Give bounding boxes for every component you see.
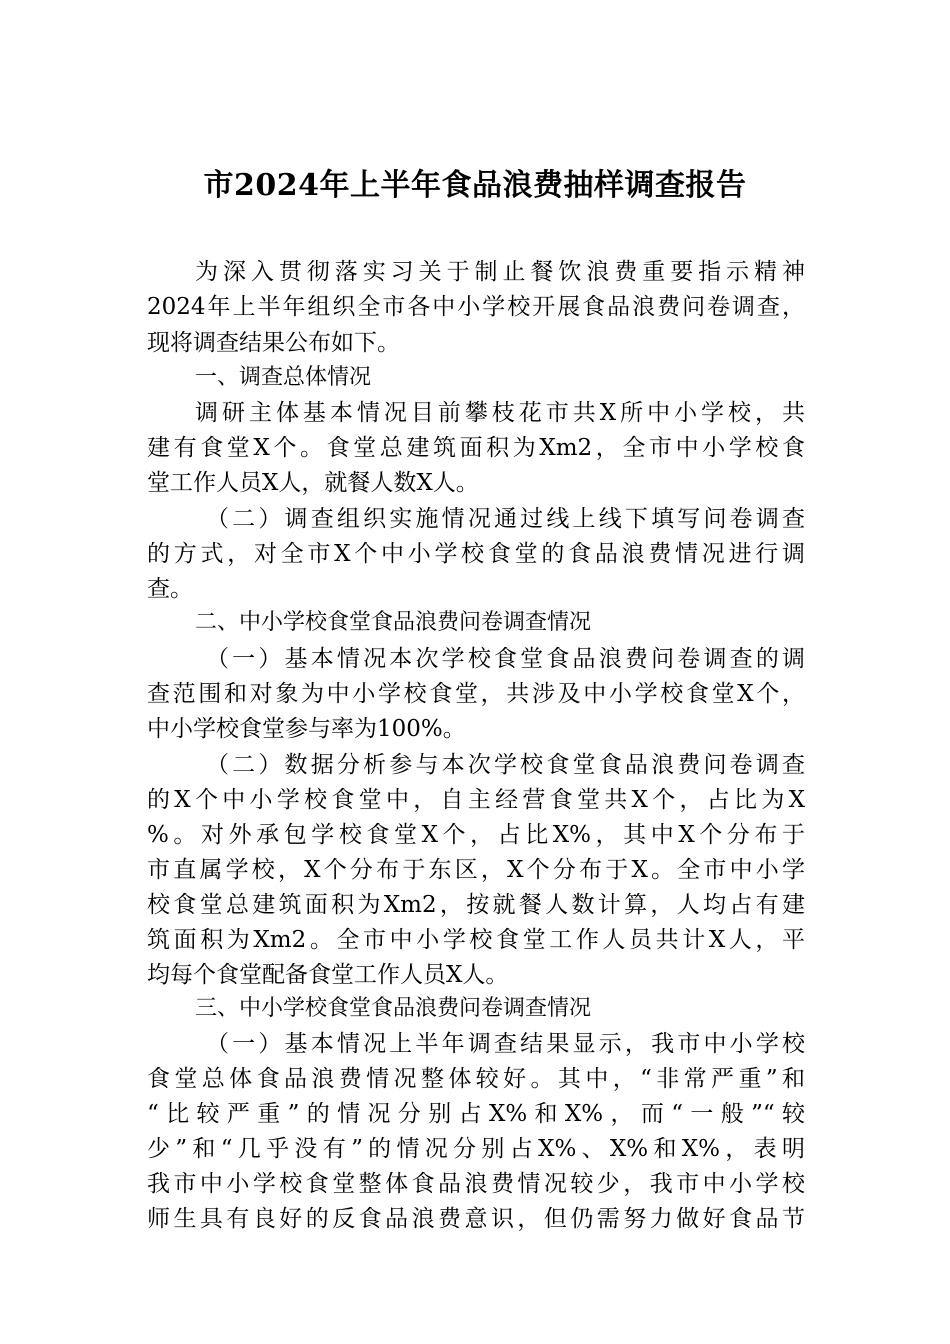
paragraph-line: 少”和“几乎没有”的情况分别占X%、X%和X%，表明	[147, 1136, 805, 1162]
paragraph-line: 2024年上半年组织全市各中小学校开展食品浪费问卷调查，	[147, 294, 805, 320]
paragraph-line: 均每个食堂配备食堂工作人员X人。	[147, 962, 509, 988]
paragraph-line: 现将调查结果公布如下。	[147, 330, 400, 356]
paragraph-line: （一）基本情况上半年调查结果显示，我市中小学校	[206, 1031, 805, 1057]
document-title: 市2024年上半年食品浪费抽样调查报告	[203, 168, 747, 203]
paragraph-line: 食堂总体食品浪费情况整体较好。其中，“非常严重”和	[147, 1066, 805, 1092]
paragraph-line: 筑面积为Xm2。全市中小学校食堂工作人员共计X人，平	[147, 927, 805, 953]
paragraph-line: 的方式，对全市X个中小学校食堂的食品浪费情况进行调	[147, 541, 805, 567]
paragraph-line: 堂工作人员X人，就餐人数X人。	[147, 470, 479, 496]
paragraph-line: （二）调查组织实施情况通过线上线下填写问卷调查	[206, 506, 805, 532]
paragraph-line: 查范围和对象为中小学校食堂，共涉及中小学校食堂X个，	[147, 681, 805, 707]
section-heading-3: 三、中小学校食堂食品浪费问卷调查情况	[195, 996, 592, 1021]
paragraph-line: 的X个中小学校食堂中，自主经营食堂共X个，占比为X	[147, 787, 805, 813]
paragraph-line: %。对外承包学校食堂X个，占比X%，其中X个分布于	[147, 822, 805, 848]
paragraph-line: 调研主体基本情况目前攀枝花市共X所中小学校，共	[195, 400, 805, 426]
paragraph-line: 师生具有良好的反食品浪费意识，但仍需努力做好食品节	[147, 1206, 805, 1232]
paragraph-line: “比较严重”的情况分别占X%和X%，而“一般”“较	[147, 1101, 805, 1127]
paragraph-line: （二）数据分析参与本次学校食堂食品浪费问卷调查	[206, 752, 805, 778]
paragraph-line: （一）基本情况本次学校食堂食品浪费问卷调查的调	[206, 646, 805, 672]
section-heading-1: 一、调查总体情况	[195, 365, 372, 390]
section-heading-2: 二、中小学校食堂食品浪费问卷调查情况	[195, 610, 592, 635]
paragraph-line: 为深入贯彻落实习关于制止餐饮浪费重要指示精神	[195, 259, 805, 285]
paragraph-line: 查。	[147, 576, 193, 602]
paragraph-line: 校食堂总建筑面积为Xm2，按就餐人数计算，人均占有建	[147, 892, 805, 918]
paragraph-line: 市直属学校，X个分布于东区，X个分布于X。全市中小学	[147, 857, 805, 883]
paragraph-line: 中小学校食堂参与率为100%。	[147, 716, 466, 742]
paragraph-line: 建有食堂X个。食堂总建筑面积为Xm2，全市中小学校食	[147, 435, 805, 461]
paragraph-line: 我市中小学校食堂整体食品浪费情况较少，我市中小学校	[147, 1171, 805, 1197]
